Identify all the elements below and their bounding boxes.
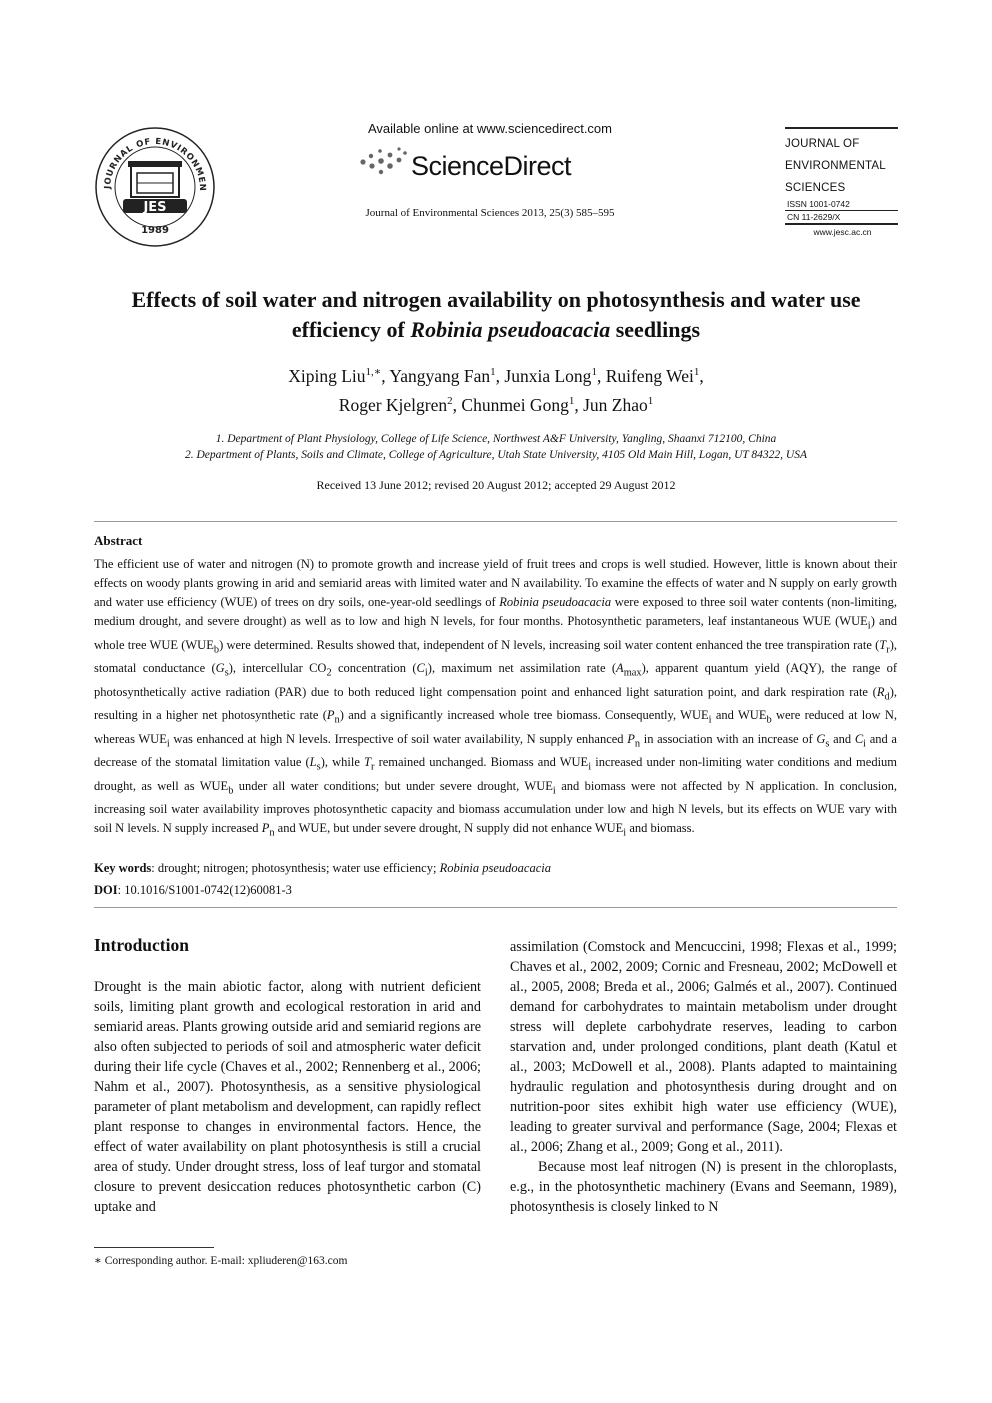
affiliations — [60, 431, 932, 463]
author[interactable]: Jun Zhao — [583, 394, 648, 415]
logo-abbrev: JES — [143, 200, 167, 215]
journal-citation: Journal of Environmental Sciences 2013, 25(3) 585–595 — [365, 207, 615, 219]
sciencedirect-dots-icon — [355, 142, 585, 182]
sciencedirect-wordmark: ScienceDirect — [411, 151, 572, 181]
title-line1: Effects of soil water and nitrogen availability on photosynthesis and water use — [131, 287, 861, 312]
doi[interactable]: DOI: 10.1016/S1001-0742(12)60081-3 — [94, 883, 292, 897]
journal-name-line2: ENVIRONMENTAL — [785, 160, 886, 172]
author[interactable]: Roger Kjelgren — [338, 394, 448, 415]
introduction-heading: Introduction — [94, 935, 189, 955]
abstract-heading: Abstract — [94, 533, 143, 548]
logo-year: 1989 — [141, 225, 169, 236]
author[interactable]: Yangyang Fan — [389, 365, 491, 386]
journal-name-line3: SCIENCES — [785, 182, 846, 194]
keywords: Key words: drought; nitrogen; photosynthesis; water use efficiency; Robinia pseudoacacia — [94, 861, 552, 875]
intro-column-left: Drought is the main abiotic factor, along with nutrient deficient soils, limiting plant growth and ecological restoration in arid and semiarid areas. Plants growing outside arid and semiarid regions are also often subjected to periods of soil and atmospheric water deficit during their life cycle (Chaves et al., 2002; Rennenberg et al., 2006; Nahm et al., 2007). Photosynthesis, as a sensitive physiological parameter of plant metabolism and development, can rapidly reflect plant response to changes in environmental factors. Hence, the effect of water availability on plant photosynthesis is still a crucial area of study. Under drought stress, loss of leaf turgor and stomatal closure to prevent desiccation reduces photosynthetic carbon (C) uptake and — [94, 979, 481, 1215]
available-online-text[interactable]: Available online at www.sciencedirect.com — [368, 121, 612, 136]
author[interactable]: Xiping Liu — [288, 365, 366, 386]
journal-info-box — [785, 127, 898, 238]
footnote-rule — [94, 1247, 214, 1248]
affiliation-2: 2. Department of Plants, Soils and Climate, College of Agriculture, Utah State University, 4105 Old Main Hill, Logan, UT 84322, USA — [184, 449, 808, 461]
author-list: Xiping Liu$^{1,∗}$, Yangyang Fan$^1$, Junxia Long$^1$, Ruifeng Wei$^1$, Roger Kjelgren$^2$, Chunmei Gong$^1$, Jun Zhao$^1$ — [288, 365, 704, 415]
cn-number: CN 11-2629/X — [787, 212, 841, 222]
divider — [94, 907, 897, 908]
intro-paragraph: assimilation (Comstock and Mencuccini, 1998; Flexas et al., 1999; Chaves et al., 2002, 2009; Cornic and Fresneau, 2002; McDowell et al., 2005, 2008; Breda et al., 2006; Galmés et al., 2007). Continued demand for carbohydrates to maintain metabolism under drought stress will deplete carbohydrate reserves, leading to carbon starvation and, under prolonged conditions, plant death (Katul et al., 2003; McDowell et al., 2008). Plants adapted to maintaining hydraulic regulation and photosynthesis during drought and on nutrition-poor sites exhibit high water use efficiency (WUE), leading to greater survival and performance (Sage, 2004; Flexas et al., 2006; Zhang et al., 2009; Gong et al., 2011). — [510, 939, 897, 1155]
author[interactable]: Junxia Long — [504, 365, 592, 386]
received-dates: Received 13 June 2012; revised 20 August 2012; accepted 29 August 2012 — [316, 478, 676, 492]
intro-paragraph: Because most leaf nitrogen (N) is present in the chloroplasts, e.g., in the photosynthetic machinery (Evans and Seemann, 1989), photosynthesis is closely linked to N — [510, 1159, 897, 1215]
intro-column-right — [510, 937, 897, 1217]
author[interactable]: Chunmei Gong — [461, 394, 569, 415]
author[interactable]: Ruifeng Wei — [605, 365, 694, 386]
title-species: Robinia pseudoacacia — [410, 317, 611, 342]
journal-website[interactable]: www.jesc.ac.cn — [813, 227, 872, 237]
issn: ISSN 1001-0742 — [787, 199, 850, 209]
paper-title: Effects of soil water and nitrogen availability on photosynthesis and water use efficiency of Robinia pseudoacacia seedlings — [60, 285, 932, 345]
journal-logo — [93, 125, 218, 250]
divider — [94, 521, 897, 522]
affiliation-1: 1. Department of Plant Physiology, College of Life Science, Northwest A&F University, Yangling, Shaanxi 712100, China — [215, 433, 777, 445]
corresponding-author-footnote: ∗ Corresponding author. E-mail: xpliuderen@163.com — [94, 1255, 348, 1267]
abstract-text: The efficient use of water and nitrogen (N) to promote growth and increase yield of fruit trees and crops is well studied. However, little is known about their effects on woody plants growing in arid and semiarid areas with limited water and N availability. To examine the effects of water and N supply on early growth and water use efficiency (WUE) of trees on dry soils, one-year-old seedlings of Robinia pseudoacacia were exposed to three soil water contents (non-limiting, medium drought, and severe drought) as well as to low and high N levels, for four months. Photosynthetic parameters, leaf instantaneous WUE $(WUE_i)$ and whole tree WUE $(WUE_b)$ were determined. Results showed that, independent of N levels, increasing soil water content enhanced the tree transpiration rate $(T_r)$, stomatal conductance $(G_s)$, intercellular $CO_2$ concentration $(C_i)$, maximum net assimilation rate $(A_{max})$, apparent quantum yield (AQY), the range of photosynthetically active radiation (PAR) due to both reduced light compensation point and enhanced light saturation point, and dark respiration rate $(R_d)$, resulting in a higher net photosynthetic rate $(P_n)$ and a significantly increased whole tree biomass. Consequently, $WUE_i$ and $WUE_b$ were reduced at low N, whereas $WUE_i$ was enhanced at high N levels. Irrespective of soil water availability, N supply enhanced $P_n$ in association with an increase of $G_s$ and $C_i$ and a decrease of the stomatal limitation value $(L_s)$, while $T_r$ remained unchanged. Biomass and $WUE_i$ increased under non-limiting water conditions and medium drought, as well as $WUE_b$ under all water conditions; but under severe drought, $WUE_i$ and biomass were not affected by N application. In conclusion, increasing soil water availability improves photosynthetic capacity and biomass accumulation under low and high N levels, but its effects on WUE vary with soil N levels. N supply increased $P_n$ and WUE, but under severe drought, N supply did not enhance $WUE_i$ and biomass. — [94, 557, 898, 839]
journal-name-line1: JOURNAL OF — [785, 138, 860, 150]
sciencedirect-logo[interactable] — [355, 142, 585, 182]
logo-ring-text: JOURNAL OF ENVIRONMEN — [102, 136, 208, 192]
